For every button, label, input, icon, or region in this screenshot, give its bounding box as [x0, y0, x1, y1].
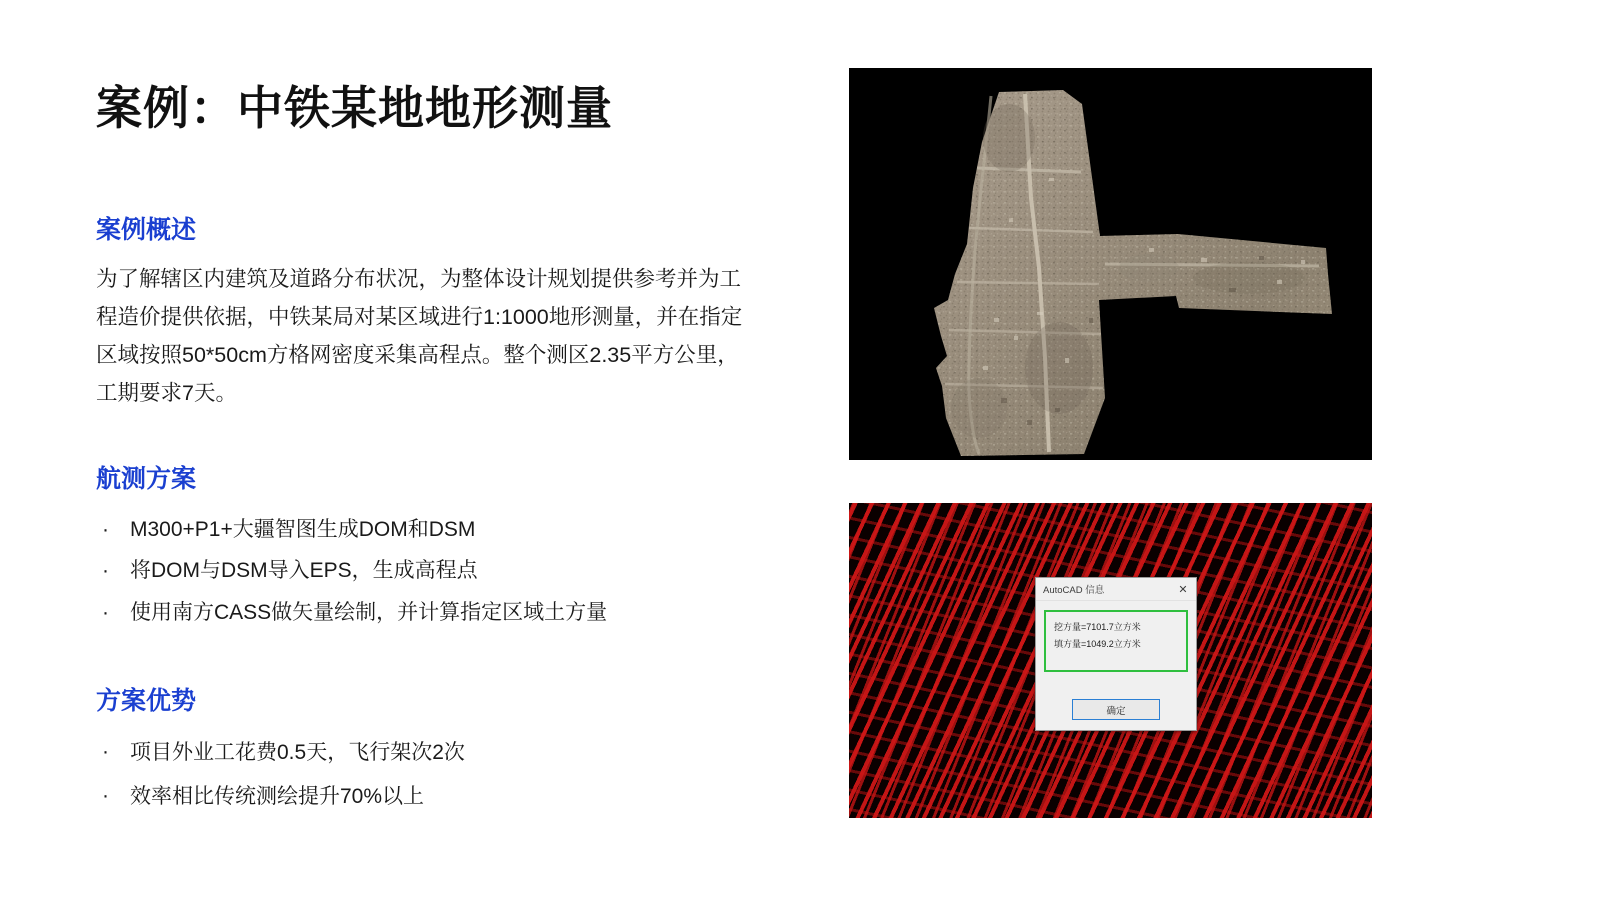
autocad-info-dialog[interactable]	[1035, 577, 1197, 731]
ok-button[interactable]: 确定	[1072, 699, 1160, 720]
dialog-titlebar	[1036, 578, 1196, 601]
page-title: 案例：中铁某地地形测量	[96, 82, 613, 134]
section-heading-overview: 案例概述	[96, 215, 197, 244]
list-item	[96, 592, 796, 634]
list-item-label: M300+P1+大疆智图生成DOM和DSM	[130, 517, 476, 541]
bullet-marker-icon: ·	[102, 740, 109, 764]
list-item	[96, 509, 796, 551]
cut-volume-value: 挖方量=7101.7立方米	[1054, 622, 1141, 632]
bullet-marker-icon: ·	[102, 784, 109, 808]
list-item-label: 效率相比传统测绘提升70%以上	[130, 785, 425, 809]
list-item-label: 使用南方CASS做矢量绘制，并计算指定区域土方量	[130, 600, 608, 624]
list-item-label: 将DOM与DSM导入EPS，生成高程点	[130, 559, 478, 583]
fill-volume-value: 填方量=1049.2立方米	[1054, 638, 1141, 649]
bullet-marker-icon: ·	[102, 517, 109, 541]
section-heading-advantage: 方案优势	[96, 687, 197, 716]
list-item-label: 项目外业工花费0.5天，飞行架次2次	[130, 741, 465, 765]
dialog-message-box	[1044, 610, 1188, 672]
autocad-screenshot-image	[849, 503, 1372, 818]
slide-content-column	[96, 80, 796, 819]
aerial-orthophoto-image	[849, 68, 1372, 460]
list-item	[96, 550, 796, 592]
section-heading-plan: 航测方案	[96, 464, 197, 493]
advantage-bullet-list	[96, 731, 796, 819]
bullet-marker-icon: ·	[102, 600, 109, 624]
list-item	[96, 731, 796, 775]
dialog-title: AutoCAD 信息	[1043, 585, 1105, 596]
dialog-button-row	[1036, 699, 1196, 720]
overview-paragraph: 为了解辖区内建筑及道路分布状况，为整体设计规划提供参考并为工程造价提供依据，中铁某局对某区域进行1:1000地形测量，并在指定区域按照50*50cm方格网密度采集高程点。整个测区2.35平方公里，工期要求7天。	[96, 266, 743, 406]
bullet-marker-icon: ·	[102, 559, 109, 583]
close-icon[interactable]: ✕	[1178, 583, 1188, 596]
plan-bullet-list	[96, 509, 796, 634]
list-item	[96, 775, 796, 819]
orthophoto-graphic	[849, 68, 1372, 460]
